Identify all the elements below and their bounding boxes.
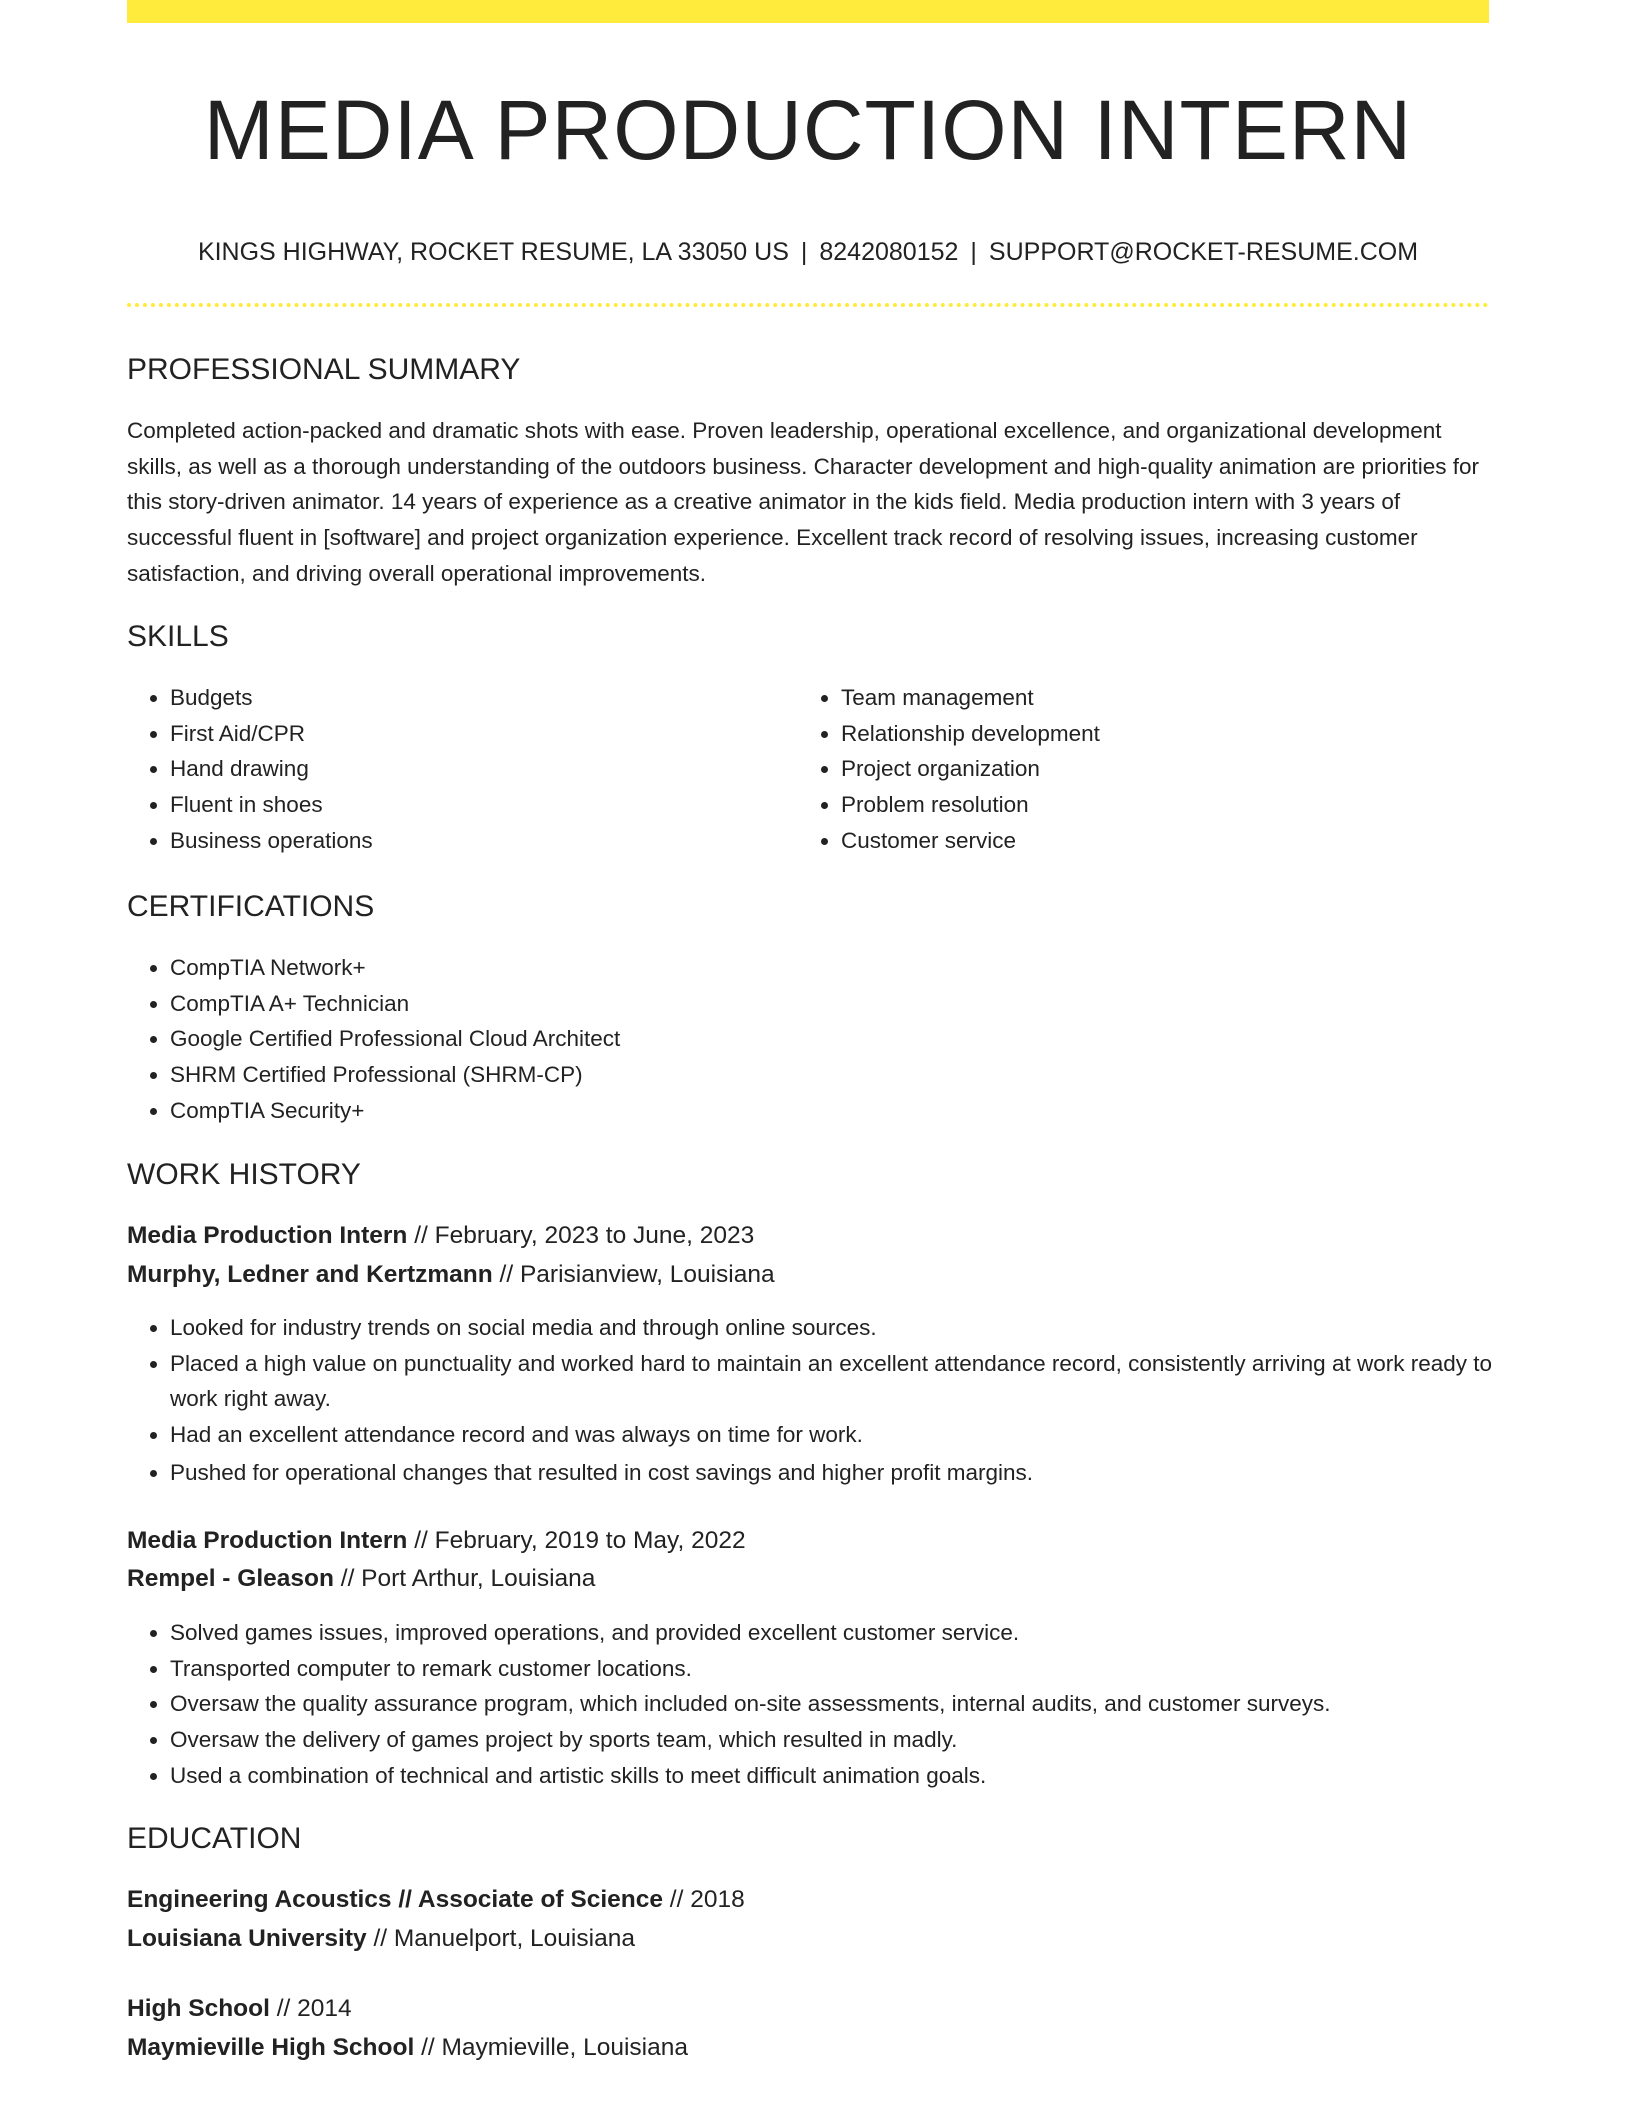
education-location: // Manuelport, Louisiana xyxy=(366,1925,635,1952)
certifications-list xyxy=(127,950,1470,1129)
skill-item: • Relationship development xyxy=(841,716,1521,752)
skill-item: • Customer service xyxy=(841,823,1521,859)
education-degree-line xyxy=(127,1881,745,1919)
certification-item: • Google Certified Professional Cloud Architect xyxy=(170,1021,1470,1057)
education-degree: Engineering Acoustics // Associate of Science xyxy=(127,1886,663,1913)
skill-item: • Hand drawing xyxy=(170,751,790,787)
work-history-heading: WORK HISTORY xyxy=(127,1158,361,1191)
certification-item: • CompTIA A+ Technician xyxy=(170,986,1470,1022)
education-school-line xyxy=(127,2029,688,2067)
job-bullet: • Looked for industry trends on social media and through online sources. xyxy=(170,1310,1532,1346)
job-dates: // February, 2019 to May, 2022 xyxy=(407,1527,746,1554)
certifications-heading: CERTIFICATIONS xyxy=(127,890,375,923)
education-year: // 2018 xyxy=(663,1886,745,1913)
skills-list-right xyxy=(798,680,1521,859)
job-bullet: • Oversaw the delivery of games project by sports team, which resulted in madly. xyxy=(170,1722,1532,1758)
skills-list-left xyxy=(127,680,790,859)
job-company-line xyxy=(127,1256,775,1294)
skill-item: • Team management xyxy=(841,680,1521,716)
education-location: // Maymieville, Louisiana xyxy=(414,2034,688,2061)
job-title: Media Production Intern xyxy=(127,1222,408,1249)
contact-separator: | xyxy=(800,238,808,266)
contact-phone[interactable]: 8242080152 xyxy=(819,238,959,266)
education-year: // 2014 xyxy=(269,1995,352,2022)
certification-item: • CompTIA Network+ xyxy=(170,950,1470,986)
skills-heading: SKILLS xyxy=(127,620,229,653)
skill-item: • Project organization xyxy=(841,751,1521,787)
job-bullet: • Used a combination of technical and artistic skills to meet difficult animation goals. xyxy=(170,1758,1532,1794)
skill-item: • Budgets xyxy=(170,680,790,716)
job-title-line xyxy=(127,1217,754,1255)
skill-item: • Business operations xyxy=(170,823,790,859)
job-title: Media Production Intern xyxy=(127,1527,408,1554)
contact-address: KINGS HIGHWAY, ROCKET RESUME, LA 33050 US xyxy=(197,238,789,266)
job-bullets xyxy=(127,1615,1532,1794)
job-title-line xyxy=(127,1522,746,1560)
education-degree-line xyxy=(127,1990,352,2028)
contact-line xyxy=(127,234,1489,270)
summary-heading: PROFESSIONAL SUMMARY xyxy=(127,353,521,386)
job-company: Murphy, Ledner and Kertzmann xyxy=(127,1261,493,1288)
job-company-line xyxy=(127,1560,595,1598)
contact-email[interactable]: SUPPORT@ROCKET-RESUME.COM xyxy=(988,238,1419,266)
education-school: Maymieville High School xyxy=(127,2034,415,2061)
job-bullet: • Transported computer to remark customer locations. xyxy=(170,1651,1532,1687)
education-school-line xyxy=(127,1920,635,1958)
certification-item: • SHRM Certified Professional (SHRM-CP) xyxy=(170,1057,1470,1093)
skill-item: • Problem resolution xyxy=(841,787,1521,823)
job-location: // Port Arthur, Louisiana xyxy=(333,1565,596,1592)
summary-text: Completed action-packed and dramatic shots with ease. Proven leadership, operational excellence, and organizational development skills, as well as a thorough understanding of the outdoors business. Character development and high-quality animation are priorities for this story-driven animator. 14 years of experience as a creative animator in the kids field. Media production intern with 3 years of successful fluent in [software] and project organization experience. Excellent track record of resolving issues, increasing customer satisfaction, and driving overall operational improvements. xyxy=(127,418,1480,586)
job-bullets xyxy=(127,1310,1532,1491)
job-dates: // February, 2023 to June, 2023 xyxy=(407,1222,755,1249)
education-degree: High School xyxy=(127,1995,270,2022)
certification-item: • CompTIA Security+ xyxy=(170,1093,1470,1129)
contact-separator: | xyxy=(970,238,977,266)
job-bullet: • Had an excellent attendance record and was always on time for work. xyxy=(170,1417,1532,1453)
job-bullet: • Placed a high value on punctuality and worked hard to maintain an excellent attendance record, consistently arriving at work ready to work right away. xyxy=(170,1346,1532,1417)
resume-name: MEDIA PRODUCTION INTERN xyxy=(203,83,1413,177)
dotted-divider xyxy=(127,303,1489,307)
job-bullet: • Oversaw the quality assurance program, which included on-site assessments, internal audits, and customer surveys. xyxy=(170,1686,1532,1722)
accent-top-bar xyxy=(127,0,1489,23)
education-school: Louisiana University xyxy=(127,1925,367,1952)
skill-item: • First Aid/CPR xyxy=(170,716,790,752)
job-company: Rempel - Gleason xyxy=(127,1565,334,1592)
education-heading: EDUCATION xyxy=(127,1822,302,1855)
job-location: // Parisianview, Louisiana xyxy=(492,1261,775,1288)
skill-item: • Fluent in shoes xyxy=(170,787,790,823)
job-bullet: • Solved games issues, improved operations, and provided excellent customer service. xyxy=(170,1615,1532,1651)
job-bullet: • Pushed for operational changes that resulted in cost savings and higher profit margins. xyxy=(170,1455,1532,1491)
